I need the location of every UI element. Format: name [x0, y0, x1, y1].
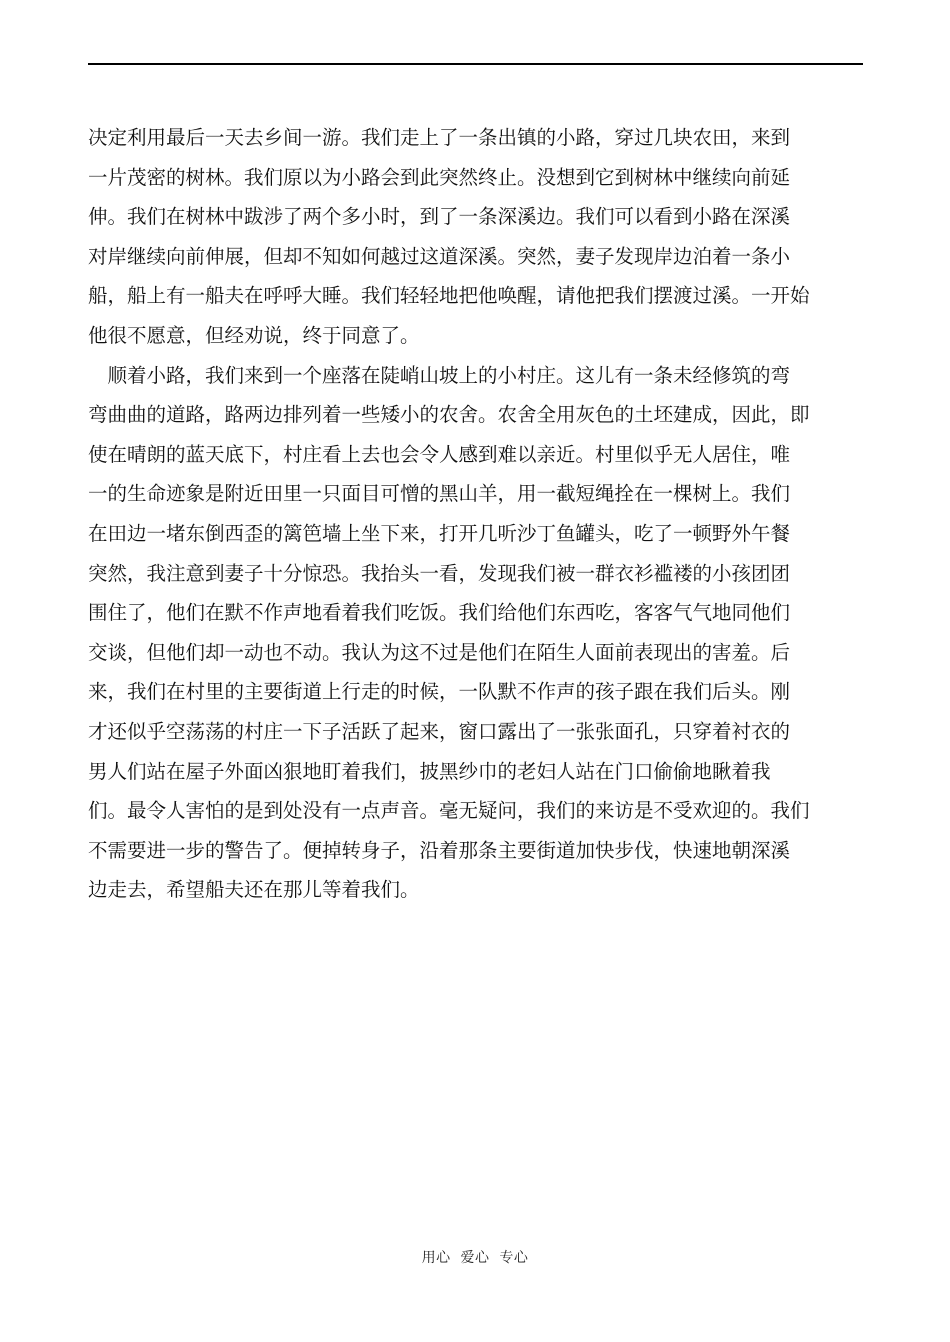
text-line: 不需要进一步的警告了。便掉转身子，沿着那条主要街道加快步伐，快速地朝深溪	[88, 838, 791, 862]
text-line: 对岸继续向前伸展，但却不知如何越过这道深溪。突然，妻子发现岸边泊着一条小	[88, 244, 791, 268]
text-line: 边走去，希望船夫还在那儿等着我们。	[88, 878, 420, 902]
text-line: 一的生命迹象是附近田里一只面目可憎的黑山羊，用一截短绳拴在一棵树上。我们	[88, 482, 791, 506]
text-line: 男人们站在屋子外面凶狠地盯着我们，披黑纱巾的老妇人站在门口偷偷地瞅着我	[88, 759, 771, 783]
text-line: 弯曲曲的道路，路两边排列着一些矮小的农舍。农舍全用灰色的土坯建成，因此，即	[88, 403, 810, 427]
text-line: 突然，我注意到妻子十分惊恐。我抬头一看，发现我们被一群衣衫褴褛的小孩团团	[88, 561, 791, 585]
text-line: 使在晴朗的蓝天底下，村庄看上去也会令人感到难以亲近。村里似乎无人居住，唯	[88, 442, 791, 466]
document-body	[88, 118, 866, 910]
text-line: 在田边一堵东倒西歪的篱笆墙上坐下来，打开几听沙丁鱼罐头，吃了一顿野外午餐	[88, 521, 791, 545]
text-line: 围住了，他们在默不作声地看着我们吃饭。我们给他们东西吃，客客气气地同他们	[88, 601, 791, 625]
text-line: 们。最令人害怕的是到处没有一点声音。毫无疑问，我们的来访是不受欢迎的。我们	[88, 799, 810, 823]
text-line: 顺着小路，我们来到一个座落在陡峭山坡上的小村庄。这儿有一条未经修筑的弯	[88, 363, 791, 387]
page-footer: 用心 爱心 专心	[421, 1250, 529, 1266]
text-line: 才还似乎空荡荡的村庄一下子活跃了起来，窗口露出了一张张面孔，只穿着衬衣的	[88, 719, 791, 743]
text-line: 来，我们在村里的主要街道上行走的时候，一队默不作声的孩子跟在我们后头。刚	[88, 680, 791, 704]
text-line: 交谈，但他们却一动也不动。我认为这不过是他们在陌生人面前表现出的害羞。后	[88, 640, 791, 664]
text-line: 他很不愿意，但经劝说，终于同意了。	[88, 323, 420, 347]
text-line: 伸。我们在树林中跋涉了两个多小时，到了一条深溪边。我们可以看到小路在深溪	[88, 205, 791, 229]
text-line: 决定利用最后一天去乡间一游。我们走上了一条出镇的小路，穿过几块农田，来到	[88, 126, 791, 149]
text-line: 船，船上有一船夫在呼呼大睡。我们轻轻地把他唤醒，请他把我们摆渡过溪。一开始	[88, 284, 810, 308]
header-rule	[88, 63, 863, 65]
text-line: 一片茂密的树林。我们原以为小路会到此突然终止。没想到它到树林中继续向前延	[88, 165, 791, 189]
